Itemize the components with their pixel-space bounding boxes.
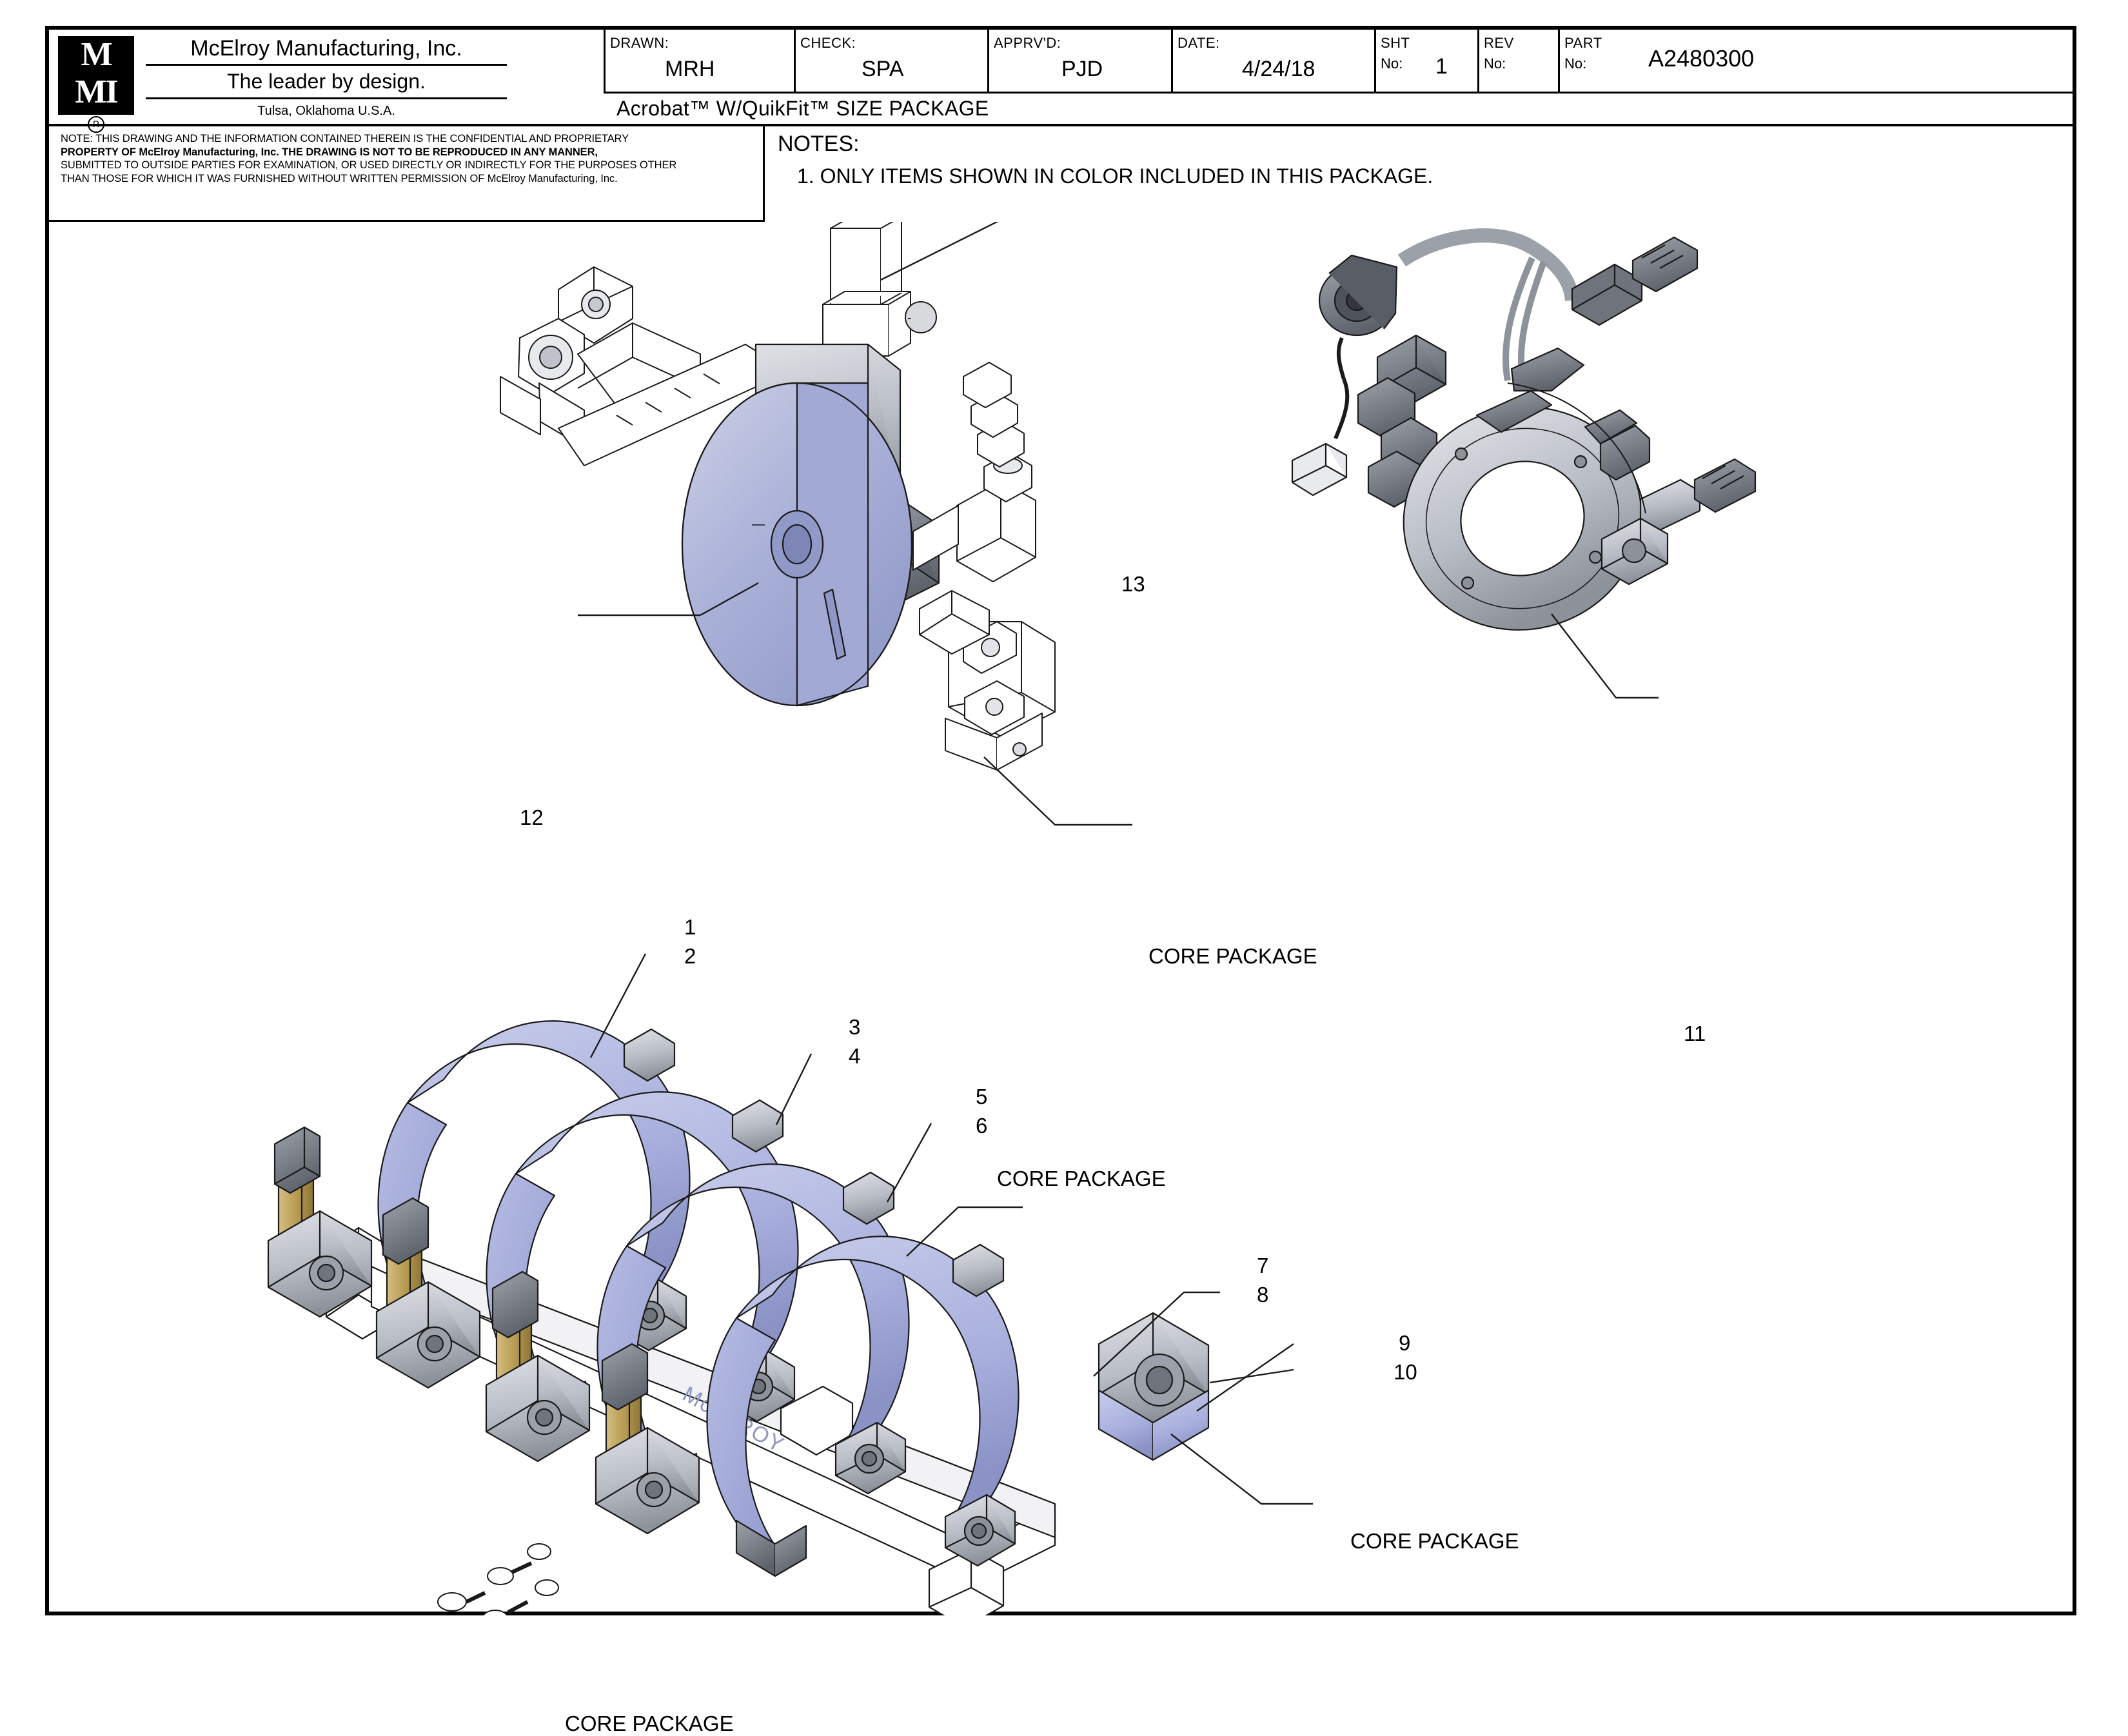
company-location: Tulsa, Oklahoma U.S.A. bbox=[257, 104, 395, 118]
notice-line-1: NOTE: THIS DRAWING AND THE INFORMATION CONTAINED THEREIN IS THE CONFIDENTIAL AND PROPRIETARY bbox=[61, 133, 629, 144]
field-sheet-label2: No: bbox=[1381, 55, 1403, 72]
callout-4: 4 bbox=[849, 1044, 861, 1068]
field-part-label: PART bbox=[1564, 35, 1602, 51]
company-tagline: The leader by design. bbox=[146, 64, 507, 99]
field-approved-label: APPRV'D: bbox=[994, 35, 1061, 51]
field-date-label: DATE: bbox=[1177, 35, 1220, 51]
field-check bbox=[794, 30, 987, 92]
callout-11: 11 bbox=[1684, 1021, 1706, 1045]
callout-13: 13 bbox=[1121, 572, 1145, 596]
drawing-canvas bbox=[49, 222, 2073, 1735]
assembly-illustration bbox=[49, 222, 2073, 1615]
notice-line-2: PROPERTY OF McElroy Manufacturing, Inc. THE DRAWING IS NOT TO BE REPRODUCED IN ANY MANNER, bbox=[61, 146, 598, 158]
logo-line-2: MI bbox=[75, 74, 117, 110]
company-identity bbox=[146, 36, 507, 119]
callout-10: 10 bbox=[1394, 1360, 1417, 1384]
callout-12: 12 bbox=[520, 805, 544, 829]
drawing-title: Acrobat™ W/QuikFit™ SIZE PACKAGE bbox=[616, 97, 989, 120]
field-drawn bbox=[604, 30, 794, 92]
field-date bbox=[1171, 30, 1374, 92]
field-sheet-value: 1 bbox=[1435, 54, 1448, 79]
field-rev-label: REV bbox=[1484, 35, 1514, 51]
callout-7: 7 bbox=[1257, 1254, 1269, 1277]
callout-3: 3 bbox=[849, 1015, 861, 1039]
figure-clamp-ring-set bbox=[268, 954, 1313, 1615]
field-check-label: CHECK: bbox=[800, 35, 856, 51]
callout-1: 1 bbox=[684, 915, 696, 939]
title-block bbox=[49, 30, 2073, 129]
confidentiality-notice bbox=[49, 126, 765, 222]
logo-line-1: M bbox=[81, 36, 112, 73]
drawing-sheet bbox=[45, 26, 2076, 1735]
field-part-value: A2480300 bbox=[1648, 45, 1755, 72]
figure-fusion-machine bbox=[500, 222, 1132, 825]
field-approved bbox=[987, 30, 1171, 92]
notes-item-1: 1. ONLY ITEMS SHOWN IN COLOR INCLUDED IN THIS PACKAGE. bbox=[797, 164, 1433, 188]
callout-core-package-right: CORE PACKAGE bbox=[1350, 1529, 1519, 1553]
field-sheet-label: SHT bbox=[1381, 35, 1410, 51]
field-approved-value: PJD bbox=[1061, 57, 1103, 81]
field-part-label2: No: bbox=[1564, 55, 1587, 72]
callout-core-package-top: CORE PACKAGE bbox=[1148, 944, 1317, 968]
mcelroy-logo bbox=[58, 36, 134, 115]
registered-mark-icon: R bbox=[88, 116, 104, 133]
callout-8: 8 bbox=[1257, 1283, 1269, 1307]
field-rev-label2: No: bbox=[1484, 55, 1506, 72]
field-sheet bbox=[1374, 30, 1477, 92]
callout-core-package-mid: CORE PACKAGE bbox=[997, 1167, 1166, 1190]
notice-line-3: SUBMITTED TO OUTSIDE PARTIES FOR EXAMINATION, OR USED DIRECTLY OR INDIRECTLY FOR THE PURPOSES OTHER bbox=[61, 159, 677, 171]
callout-9: 9 bbox=[1399, 1331, 1411, 1355]
field-check-value: SPA bbox=[862, 57, 904, 81]
callout-5: 5 bbox=[976, 1085, 988, 1109]
figure-quikfit-facer bbox=[1292, 235, 1755, 698]
field-rev bbox=[1477, 30, 1558, 92]
callout-2: 2 bbox=[684, 944, 696, 968]
field-date-value: 4/24/18 bbox=[1242, 57, 1315, 81]
company-name: McElroy Manufacturing, Inc. bbox=[190, 36, 462, 61]
field-part-number bbox=[1558, 30, 2067, 92]
tb-horizontal-divider bbox=[604, 92, 2074, 94]
field-drawn-label: DRAWN: bbox=[610, 35, 669, 51]
notice-line-4: THAN THOSE FOR WHICH IT WAS FURNISHED WITHOUT WRITTEN PERMISSION OF McElroy Manufacturing, Inc. bbox=[61, 172, 618, 184]
field-drawn-value: MRH bbox=[665, 57, 715, 81]
notes-heading: NOTES: bbox=[778, 132, 860, 156]
callout-core-package-bottom: CORE PACKAGE bbox=[565, 1711, 734, 1735]
callout-6: 6 bbox=[976, 1114, 988, 1138]
notes-block bbox=[778, 132, 1433, 188]
